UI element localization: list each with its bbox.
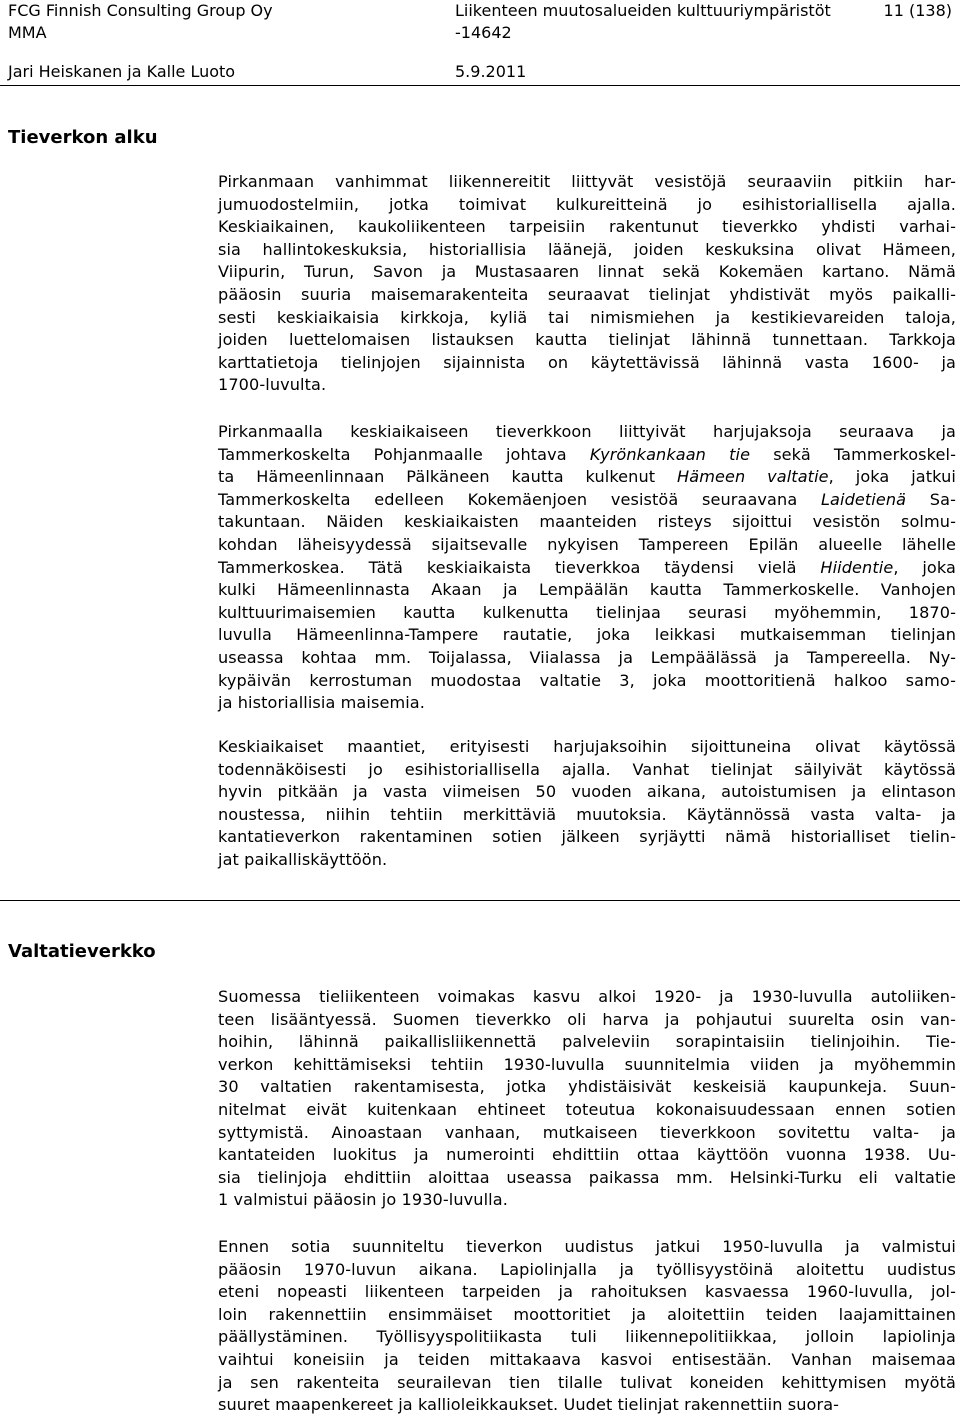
- paragraph-line: Ennen sotia suunniteltu tieverkon uudistus jatkui 1950-luvulla ja valmistui: [218, 1237, 956, 1256]
- paragraph-line: kulki Hämeenlinnasta Akaan ja Lempäälän kautta Tammerkoskelle. Vanhojen: [218, 580, 956, 600]
- paragraph: [218, 1236, 956, 1417]
- paragraph-line: Keskiaikaiset maantiet, erityisesti harjujaksoihin sijoittuneina olivat käytössä: [218, 737, 956, 756]
- paragraph-line: kypäivän kerrostuman muodostaa valtatie 3, joka moottoritienä halkoo samo-: [218, 670, 956, 690]
- paragraph-line: jumuodostelmiin, jotka toimivat kulkureitteinä jo esihistoriallisella ajalla.: [218, 194, 956, 214]
- header-rule: [0, 85, 960, 86]
- paragraph-line: sia hallintokeskuksia, historiallisia läänejä, joiden keskuksina olivat Hämeen,: [218, 239, 956, 259]
- paragraph-line: 1 valmistui pääosin jo 1930-luvulla.: [218, 1190, 508, 1210]
- paragraph-line: syttymistä. Ainoastaan vanhaan, mutkaiseen tieverkkoon sovitettu valta- ja: [218, 1122, 956, 1142]
- italic-term: Hiidentie: [820, 557, 894, 577]
- paragraph-line: teen lisääntyessä. Suomen tieverkko oli harva ja pohjautui suurelta osin van-: [218, 1009, 956, 1029]
- paragraph-line: noustessa, niihin tehtiin merkittäviä muutoksia. Käytännössä vasta valta- ja: [218, 804, 956, 824]
- header-date: 5.9.2011: [455, 62, 527, 81]
- paragraph-line: Tammerkoskelta edelleen Kokemäenjoen vesistöä seuraavana Laidetienä Sa-: [218, 489, 956, 509]
- header-page-info: 11 (138): [883, 1, 952, 20]
- paragraph-line: Tammerkoskea. Tätä keskiaikaista tieverkkoa täydensi vielä Hiidentie, joka: [218, 557, 956, 577]
- paragraph-line: nitelmat eivät kuitenkaan ehtineet toteutua kokonaisuudessaan ennen sotien: [218, 1099, 956, 1119]
- paragraph-line: kohdan läheisyydessä sijaitsevalle nykyisen Tampereen Epilän alueelle lähelle: [218, 534, 956, 554]
- paragraph-line: jat paikalliskäyttöön.: [218, 849, 388, 869]
- paragraph-line: Suomessa tieliikenteen voimakas kasvu alkoi 1920- ja 1930-luvulla autoliiken-: [218, 987, 956, 1006]
- paragraph-line: hoihin, lähinnä paikallisliikennettä palveleviin sorapintaisiin tielinjoihin. Tie-: [218, 1032, 956, 1052]
- header-doc-title: Liikenteen muutosalueiden kulttuuriympäristöt: [455, 1, 831, 20]
- paragraph-line: sia tielinjoja ehdittiin aloittaa useassa paikassa mm. Helsinki-Turku eli valtatie: [218, 1167, 956, 1187]
- paragraph-line: karttatietoja tielinjojen sijainnista on käytettävissä lähinnä vasta 1600- ja: [218, 352, 956, 372]
- paragraph-line: ta Hämeenlinnaan Pälkäneen kautta kulkenut Hämeen valtatie, joka jatkui: [218, 467, 956, 487]
- paragraph-line: suuret maapenkereet ja kallioleikkaukset. Uudet tielinjat rakennettiin suora-: [218, 1395, 840, 1415]
- paragraph-line: kulttuurimaisemien kautta kulkenutta tielinjaa seurasi myöhemmin, 1870-: [218, 602, 956, 622]
- paragraph: [218, 986, 956, 1212]
- paragraph-line: kantateiden luokitus ja numerointi ehdittiin ottaa käyttöön vuonna 1938. Uu-: [218, 1145, 956, 1165]
- paragraph-line: 30 valtatien rakentamisesta, jotka yhdistäisivät keskeisiä kaupunkeja. Suun-: [218, 1077, 956, 1097]
- header-company: FCG Finnish Consulting Group Oy: [8, 1, 273, 20]
- header-authors: Jari Heiskanen ja Kalle Luoto: [8, 62, 236, 81]
- paragraph: [218, 736, 956, 872]
- section-title: Tieverkon alku: [8, 127, 158, 148]
- paragraph-line: hyvin pitkään ja vasta viimeisen 50 vuoden aikana, autoistumisen ja elintason: [218, 782, 956, 802]
- paragraph-line: kantatieverkon rakentaminen sotien jälkeen syrjäytti nämä historialliset tielin-: [218, 827, 956, 847]
- section-title: Valtatieverkko: [8, 941, 156, 962]
- header-doc-code: -14642: [455, 23, 512, 42]
- section-divider: [0, 900, 960, 901]
- paragraph-line: verkon kehittämiseksi tehtiin 1930-luvulla suunnitelmia viiden ja myöhemmin: [218, 1054, 956, 1074]
- paragraph: [218, 421, 956, 715]
- paragraph-line: useassa kohtaa mm. Toijalassa, Viialassa ja Lempäälässä ja Tampereella. Ny-: [218, 647, 956, 667]
- paragraph-line: pääosin 1970-luvun aikana. Lapiolinjalla ja työllisyystöinä aloitettu uudistus: [218, 1259, 956, 1279]
- paragraph-line: 1700-luvulta.: [218, 375, 327, 395]
- paragraph-line: ja historiallisia maisemia.: [218, 693, 425, 713]
- paragraph-line: takuntaan. Näiden keskiaikaisten maanteiden risteys sijoittui vesistön solmu-: [218, 512, 956, 532]
- paragraph-line: päällystäminen. Työllisyyspolitiikasta tuli liikennepolitiikkaa, jolloin lapiolinja: [218, 1327, 956, 1347]
- paragraph-line: eteni nopeasti liikenteen tarpeiden ja rahoituksen kasvaessa 1960-luvulla, jol-: [218, 1282, 956, 1302]
- paragraph-line: luvulla Hämeenlinna-Tampere rautatie, joka leikkasi mutkaisemman tielinjan: [218, 625, 956, 645]
- italic-term: Hämeen valtatie: [677, 467, 829, 487]
- paragraph-line: sesti keskiaikaisia kirkkoja, kyliä tai nimismiehen ja kestikievareiden taloja,: [218, 307, 956, 327]
- header-project-prefix: MMA: [8, 23, 47, 42]
- paragraph: [218, 171, 956, 397]
- paragraph-line: vaihtui koneisiin ja teiden mittakaava kasvoi entisestään. Vanhan maisemaa: [218, 1349, 956, 1369]
- paragraph-line: pääosin suuria maisemarakenteita seuraavat tielinjat yhdistivät myös paikalli-: [218, 284, 956, 304]
- paragraph-line: ja sen rakenteita seurailevan tien tilalle tulivat koneiden kehittymisen myötä: [218, 1372, 956, 1392]
- paragraph-line: loin rakennettiin ensimmäiset moottoritiet ja aloitettiin teiden laajamittainen: [218, 1304, 956, 1324]
- italic-term: Laidetienä: [820, 489, 907, 509]
- paragraph-line: Pirkanmaan vanhimmat liikennereitit liittyvät vesistöjä seuraaviin pitkiin har-: [218, 172, 956, 191]
- paragraph-line: Tammerkoskelta Pohjanmaalle johtava Kyrönkankaan tie sekä Tammerkoskel-: [218, 444, 956, 464]
- italic-term: Kyrönkankaan tie: [589, 444, 751, 464]
- paragraph-line: joiden luettelomaisen listauksen kautta tielinjat lähinnä tunnettaan. Tarkkoja: [218, 330, 956, 350]
- paragraph-line: Viipurin, Turun, Savon ja Mustasaaren linnat sekä Kokemäen kartano. Nämä: [218, 262, 956, 282]
- paragraph-line: todennäköisesti jo esihistoriallisella ajalla. Vanhat tielinjat säilyivät käytössä: [218, 759, 956, 779]
- paragraph-line: Keskiaikainen, kaukoliikenteen tarpeisiin rakentunut tieverkko yhdisti varhai-: [218, 217, 956, 237]
- paragraph-line: Pirkanmaalla keskiaikaiseen tieverkkoon liittyivät harjujaksoja seuraava ja: [218, 422, 956, 441]
